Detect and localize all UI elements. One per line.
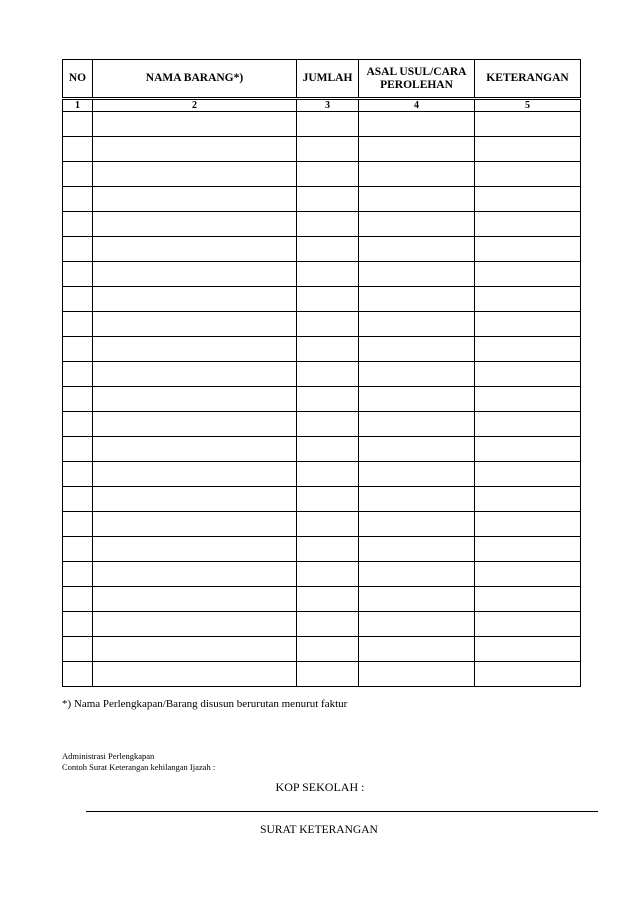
table-row: [63, 587, 581, 612]
empty-cell: [297, 162, 359, 187]
column-number: 5: [475, 99, 581, 112]
empty-cell: [297, 112, 359, 137]
empty-cell: [63, 462, 93, 487]
empty-cell: [297, 187, 359, 212]
admin-note: [62, 751, 215, 773]
empty-cell: [297, 237, 359, 262]
kop-sekolah-heading: [0, 780, 638, 795]
empty-cell: [93, 462, 297, 487]
table-row: [63, 562, 581, 587]
empty-cell: [297, 362, 359, 387]
empty-cell: [359, 137, 475, 162]
empty-cell: [63, 612, 93, 637]
empty-cell: [297, 487, 359, 512]
table-row: [63, 237, 581, 262]
empty-cell: [63, 312, 93, 337]
empty-cell: [475, 637, 581, 662]
empty-cell: [93, 662, 297, 687]
empty-cell: [93, 162, 297, 187]
empty-cell: [475, 362, 581, 387]
empty-cell: [297, 287, 359, 312]
empty-cell: [359, 537, 475, 562]
footnote: *) Nama Perlengkapan/Barang disusun berurutan menurut faktur: [62, 698, 348, 710]
empty-cell: [93, 537, 297, 562]
empty-cell: [359, 262, 475, 287]
empty-cell: [93, 137, 297, 162]
empty-cell: [475, 462, 581, 487]
empty-cell: [297, 612, 359, 637]
empty-cell: [63, 662, 93, 687]
empty-cell: [93, 562, 297, 587]
table-row: [63, 112, 581, 137]
empty-cell: [93, 587, 297, 612]
empty-cell: [475, 287, 581, 312]
empty-cell: [359, 337, 475, 362]
empty-cell: [359, 412, 475, 437]
empty-cell: [93, 187, 297, 212]
table-row: [63, 662, 581, 687]
column-number: 1: [63, 99, 93, 112]
empty-cell: [359, 312, 475, 337]
empty-cell: [359, 362, 475, 387]
empty-cell: [359, 487, 475, 512]
empty-cell: [93, 412, 297, 437]
empty-cell: [93, 212, 297, 237]
empty-cell: [63, 237, 93, 262]
empty-cell: [297, 262, 359, 287]
table-row: [63, 537, 581, 562]
empty-cell: [297, 662, 359, 687]
empty-cell: [63, 262, 93, 287]
empty-cell: [475, 137, 581, 162]
empty-cell: [475, 262, 581, 287]
table-row: [63, 487, 581, 512]
empty-cell: [475, 387, 581, 412]
empty-cell: [475, 412, 581, 437]
empty-cell: [475, 212, 581, 237]
empty-cell: [93, 262, 297, 287]
admin-line-example: Contoh Surat Keterangan kehilangan Ijazah :: [62, 762, 216, 772]
empty-cell: [93, 512, 297, 537]
empty-cell: [475, 437, 581, 462]
empty-cell: [297, 437, 359, 462]
empty-cell: [359, 562, 475, 587]
table-row: [63, 437, 581, 462]
empty-cell: [475, 237, 581, 262]
empty-cell: [63, 437, 93, 462]
empty-cell: [359, 512, 475, 537]
empty-cell: [359, 437, 475, 462]
empty-cell: [359, 237, 475, 262]
table-row: [63, 312, 581, 337]
table-row: [63, 612, 581, 637]
column-number-row: [63, 99, 581, 112]
empty-cell: [359, 662, 475, 687]
empty-cell: [63, 162, 93, 187]
empty-cell: [63, 487, 93, 512]
header-keterangan: KETERANGAN: [475, 60, 581, 99]
empty-cell: [297, 537, 359, 562]
empty-cell: [297, 312, 359, 337]
table-row: [63, 337, 581, 362]
empty-cell: [63, 562, 93, 587]
table-row: [63, 137, 581, 162]
empty-cell: [93, 362, 297, 387]
empty-cell: [359, 112, 475, 137]
empty-cell: [475, 112, 581, 137]
empty-cell: [297, 562, 359, 587]
empty-cell: [93, 237, 297, 262]
column-number: 3: [297, 99, 359, 112]
empty-cell: [475, 537, 581, 562]
empty-cell: [359, 387, 475, 412]
empty-cell: [475, 662, 581, 687]
empty-cell: [475, 187, 581, 212]
table-row: [63, 362, 581, 387]
empty-cell: [297, 462, 359, 487]
empty-cell: [475, 337, 581, 362]
letterhead-divider: [86, 811, 598, 812]
header-jumlah: JUMLAH: [297, 60, 359, 99]
empty-cell: [63, 212, 93, 237]
table-row: [63, 262, 581, 287]
empty-cell: [93, 487, 297, 512]
empty-cell: [475, 612, 581, 637]
empty-cell: [63, 362, 93, 387]
empty-cell: [93, 387, 297, 412]
table-row: [63, 637, 581, 662]
table-row: [63, 287, 581, 312]
empty-cell: [93, 337, 297, 362]
empty-cell: [63, 112, 93, 137]
empty-cell: [297, 212, 359, 237]
table-row: [63, 412, 581, 437]
empty-cell: [63, 187, 93, 212]
empty-cell: [359, 287, 475, 312]
header-asal-usul: ASAL USUL/CARA PEROLEHAN: [359, 60, 475, 99]
empty-cell: [63, 337, 93, 362]
table-row: [63, 462, 581, 487]
empty-cell: [63, 137, 93, 162]
empty-cell: [475, 312, 581, 337]
empty-cell: [93, 112, 297, 137]
empty-cell: [297, 337, 359, 362]
inventory-table: [62, 59, 581, 687]
empty-cell: [93, 437, 297, 462]
empty-cell: [297, 387, 359, 412]
empty-cell: [297, 137, 359, 162]
header-nama-barang: NAMA BARANG*): [93, 60, 297, 99]
empty-cell: [63, 637, 93, 662]
column-number: 2: [93, 99, 297, 112]
empty-cell: [63, 287, 93, 312]
kop-sekolah-text: KOP SEKOLAH :: [275, 780, 365, 794]
table-row: [63, 212, 581, 237]
empty-cell: [63, 512, 93, 537]
table-row: [63, 162, 581, 187]
empty-cell: [93, 612, 297, 637]
empty-cell: [359, 637, 475, 662]
empty-cell: [359, 462, 475, 487]
empty-cell: [297, 412, 359, 437]
table-row: [63, 387, 581, 412]
empty-cell: [359, 612, 475, 637]
surat-keterangan-title: SURAT KETERANGAN: [260, 824, 378, 836]
column-number: 4: [359, 99, 475, 112]
admin-line-title: Administrasi Perlengkapan: [62, 751, 155, 761]
table-row: [63, 187, 581, 212]
empty-cell: [297, 587, 359, 612]
empty-cell: [93, 287, 297, 312]
empty-cell: [475, 487, 581, 512]
empty-cell: [63, 412, 93, 437]
empty-cell: [359, 162, 475, 187]
empty-cell: [359, 187, 475, 212]
empty-cell: [63, 387, 93, 412]
empty-cell: [93, 312, 297, 337]
empty-cell: [297, 512, 359, 537]
empty-cell: [475, 512, 581, 537]
empty-cell: [63, 537, 93, 562]
empty-cell: [297, 637, 359, 662]
header-no: NO: [63, 60, 93, 99]
inventory-form: [62, 59, 580, 687]
empty-cell: [475, 587, 581, 612]
empty-cell: [63, 587, 93, 612]
empty-cell: [359, 212, 475, 237]
empty-cell: [93, 637, 297, 662]
table-row: [63, 512, 581, 537]
empty-cell: [359, 587, 475, 612]
header-row: [63, 60, 581, 99]
empty-cell: [475, 162, 581, 187]
empty-cell: [475, 562, 581, 587]
